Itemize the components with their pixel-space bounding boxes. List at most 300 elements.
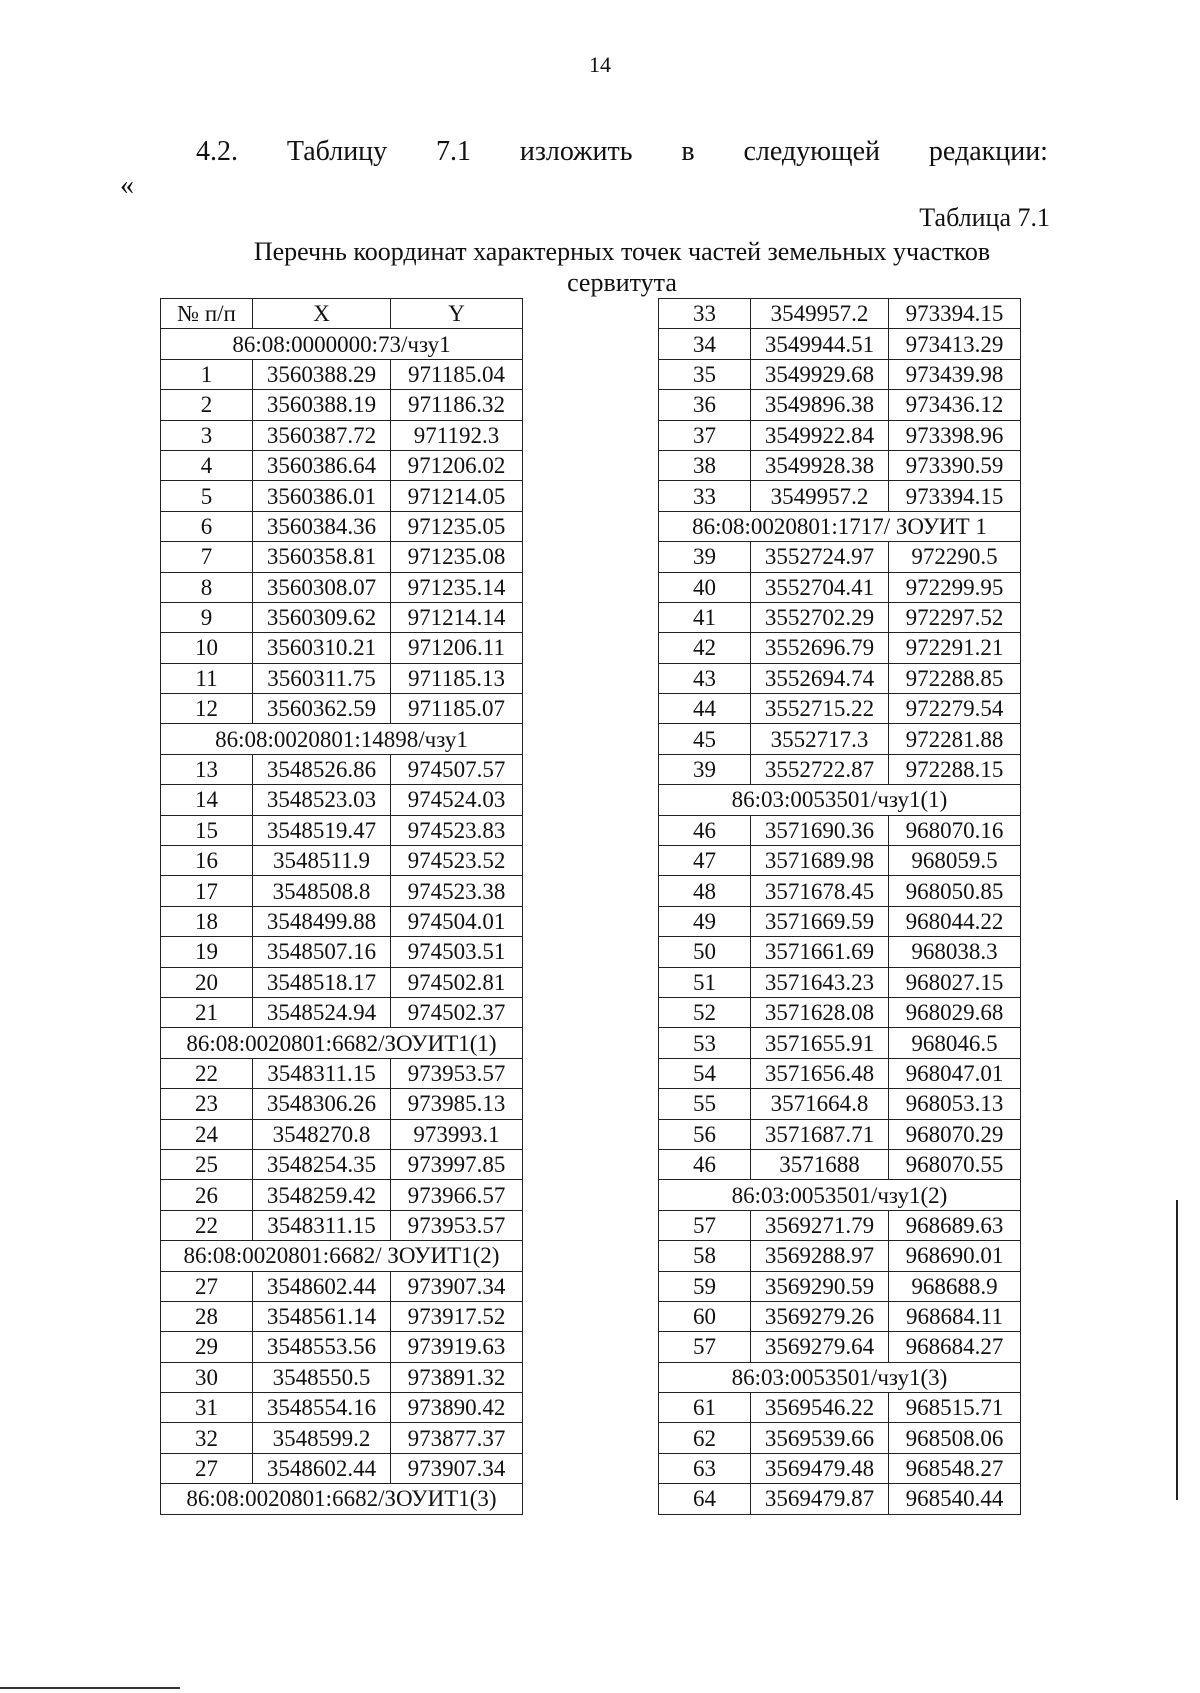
instruction-word: в — [681, 136, 695, 167]
y-coordinate-cell: 968684.11 — [889, 1301, 1021, 1331]
x-coordinate-cell: 3552704.41 — [751, 572, 889, 602]
y-coordinate-cell: 968070.55 — [889, 1149, 1021, 1179]
x-coordinate-cell: 3560311.75 — [253, 663, 391, 693]
y-coordinate-cell: 972288.85 — [889, 663, 1021, 693]
point-number-cell: 40 — [659, 572, 751, 602]
point-number-cell: 21 — [161, 997, 253, 1027]
instruction-word: Таблицу — [286, 136, 388, 167]
opening-quote: « — [120, 170, 134, 201]
table-row — [659, 542, 1021, 572]
x-coordinate-cell: 3569290.59 — [751, 1271, 889, 1301]
x-coordinate-cell: 3560388.29 — [253, 359, 391, 389]
x-coordinate-cell: 3548306.26 — [253, 1089, 391, 1119]
section-cadastral-number: 86:08:0020801:6682/ ЗОУИТ1(2) — [161, 1241, 523, 1271]
point-number-cell: 22 — [161, 1210, 253, 1240]
point-number-cell: 43 — [659, 663, 751, 693]
y-coordinate-cell: 973413.29 — [889, 329, 1021, 359]
table-row — [659, 1089, 1021, 1119]
x-coordinate-cell: 3549957.2 — [751, 481, 889, 511]
x-coordinate-cell: 3552715.22 — [751, 694, 889, 724]
point-number-cell: 27 — [161, 1271, 253, 1301]
x-coordinate-cell: 3548311.15 — [253, 1058, 391, 1088]
point-number-cell: 9 — [161, 602, 253, 632]
y-coordinate-cell: 974503.51 — [391, 937, 523, 967]
table-row — [161, 1453, 523, 1483]
instruction-word: следующей — [743, 136, 881, 167]
y-coordinate-cell: 968070.16 — [889, 815, 1021, 845]
instruction-word: 4.2. — [196, 136, 238, 167]
point-number-cell: 45 — [659, 724, 751, 754]
y-coordinate-cell: 968050.85 — [889, 876, 1021, 906]
point-number-cell: 56 — [659, 1119, 751, 1149]
section-row — [659, 511, 1021, 541]
point-number-cell: 27 — [161, 1453, 253, 1483]
point-number-cell: 42 — [659, 633, 751, 663]
x-coordinate-cell: 3549944.51 — [751, 329, 889, 359]
point-number-cell: 34 — [659, 329, 751, 359]
table-row — [161, 572, 523, 602]
point-number-cell: 64 — [659, 1484, 751, 1514]
y-coordinate-cell: 973953.57 — [391, 1058, 523, 1088]
point-number-cell: 22 — [161, 1058, 253, 1088]
x-coordinate-cell: 3552702.29 — [751, 602, 889, 632]
point-number-cell: 13 — [161, 754, 253, 784]
x-coordinate-cell: 3549896.38 — [751, 390, 889, 420]
point-number-cell: 48 — [659, 876, 751, 906]
y-coordinate-cell: 971206.02 — [391, 450, 523, 480]
x-coordinate-cell: 3560386.01 — [253, 481, 391, 511]
header-y: Y — [391, 299, 523, 329]
y-coordinate-cell: 968548.27 — [889, 1453, 1021, 1483]
point-number-cell: 11 — [161, 663, 253, 693]
table-row — [161, 390, 523, 420]
table-row — [161, 937, 523, 967]
point-number-cell: 3 — [161, 420, 253, 450]
point-number-cell: 20 — [161, 967, 253, 997]
y-coordinate-cell: 974524.03 — [391, 785, 523, 815]
x-coordinate-cell: 3548270.8 — [253, 1119, 391, 1149]
y-coordinate-cell: 971185.07 — [391, 694, 523, 724]
point-number-cell: 49 — [659, 906, 751, 936]
x-coordinate-cell: 3548499.88 — [253, 906, 391, 936]
table-row — [161, 815, 523, 845]
table-row — [659, 390, 1021, 420]
section-row — [659, 785, 1021, 815]
y-coordinate-cell: 974502.37 — [391, 997, 523, 1027]
table-row — [161, 754, 523, 784]
point-number-cell: 24 — [161, 1119, 253, 1149]
header-number: № п/п — [161, 299, 253, 329]
table-row — [161, 1119, 523, 1149]
table-row — [161, 1332, 523, 1362]
y-coordinate-cell: 968046.5 — [889, 1028, 1021, 1058]
point-number-cell: 32 — [161, 1423, 253, 1453]
point-number-cell: 31 — [161, 1393, 253, 1423]
y-coordinate-cell: 968515.71 — [889, 1393, 1021, 1423]
section-cadastral-number: 86:03:0053501/чзу1(3) — [659, 1362, 1021, 1392]
point-number-cell: 23 — [161, 1089, 253, 1119]
x-coordinate-cell: 3571628.08 — [751, 997, 889, 1027]
right-margin-mark — [1176, 1200, 1178, 1500]
x-coordinate-cell: 3569479.48 — [751, 1453, 889, 1483]
table-row — [659, 1028, 1021, 1058]
section-cadastral-number: 86:08:0020801:6682/ЗОУИТ1(1) — [161, 1028, 523, 1058]
y-coordinate-cell: 968053.13 — [889, 1089, 1021, 1119]
x-coordinate-cell: 3560310.21 — [253, 633, 391, 663]
y-coordinate-cell: 974507.57 — [391, 754, 523, 784]
x-coordinate-cell: 3569539.66 — [751, 1423, 889, 1453]
point-number-cell: 36 — [659, 390, 751, 420]
point-number-cell: 7 — [161, 542, 253, 572]
y-coordinate-cell: 968690.01 — [889, 1241, 1021, 1271]
x-coordinate-cell: 3560384.36 — [253, 511, 391, 541]
y-coordinate-cell: 972279.54 — [889, 694, 1021, 724]
table-row — [161, 1180, 523, 1210]
x-coordinate-cell: 3548553.56 — [253, 1332, 391, 1362]
point-number-cell: 61 — [659, 1393, 751, 1423]
x-coordinate-cell: 3571687.71 — [751, 1119, 889, 1149]
y-coordinate-cell: 973394.15 — [889, 299, 1021, 329]
x-coordinate-cell: 3569288.97 — [751, 1241, 889, 1271]
table-row — [659, 815, 1021, 845]
x-coordinate-cell: 3548519.47 — [253, 815, 391, 845]
y-coordinate-cell: 971214.14 — [391, 602, 523, 632]
table-row — [161, 663, 523, 693]
table-row — [161, 420, 523, 450]
table-row — [161, 785, 523, 815]
x-coordinate-cell: 3548599.2 — [253, 1423, 391, 1453]
x-coordinate-cell: 3571656.48 — [751, 1058, 889, 1088]
y-coordinate-cell: 974523.83 — [391, 815, 523, 845]
point-number-cell: 51 — [659, 967, 751, 997]
instruction-word: редакции: — [928, 136, 1048, 167]
y-coordinate-cell: 971185.04 — [391, 359, 523, 389]
table-row — [161, 1058, 523, 1088]
section-row — [161, 1241, 523, 1271]
x-coordinate-cell: 3571688 — [751, 1149, 889, 1179]
x-coordinate-cell: 3548507.16 — [253, 937, 391, 967]
point-number-cell: 57 — [659, 1210, 751, 1240]
table-row — [161, 602, 523, 632]
y-coordinate-cell: 973907.34 — [391, 1453, 523, 1483]
table-row — [659, 329, 1021, 359]
x-coordinate-cell: 3560388.19 — [253, 390, 391, 420]
section-row — [161, 1028, 523, 1058]
y-coordinate-cell: 968027.15 — [889, 967, 1021, 997]
x-coordinate-cell: 3569271.79 — [751, 1210, 889, 1240]
table-row — [659, 481, 1021, 511]
point-number-cell: 55 — [659, 1089, 751, 1119]
point-number-cell: 62 — [659, 1423, 751, 1453]
y-coordinate-cell: 971192.3 — [391, 420, 523, 450]
x-coordinate-cell: 3569279.26 — [751, 1301, 889, 1331]
table-row — [161, 906, 523, 936]
table-row — [659, 633, 1021, 663]
section-row — [161, 724, 523, 754]
x-coordinate-cell: 3548524.94 — [253, 997, 391, 1027]
point-number-cell: 19 — [161, 937, 253, 967]
table-row — [659, 967, 1021, 997]
y-coordinate-cell: 968508.06 — [889, 1423, 1021, 1453]
y-coordinate-cell: 973390.59 — [889, 450, 1021, 480]
table-row — [161, 876, 523, 906]
table-caption: Перечнь координат характерных точек частей земельных участков сервитута — [253, 237, 991, 297]
table-row — [659, 694, 1021, 724]
table-row — [659, 1149, 1021, 1179]
y-coordinate-cell: 974504.01 — [391, 906, 523, 936]
table-row — [659, 1058, 1021, 1088]
point-number-cell: 59 — [659, 1271, 751, 1301]
table-row — [659, 846, 1021, 876]
point-number-cell: 12 — [161, 694, 253, 724]
x-coordinate-cell: 3548602.44 — [253, 1453, 391, 1483]
y-coordinate-cell: 968689.63 — [889, 1210, 1021, 1240]
y-coordinate-cell: 972290.5 — [889, 542, 1021, 572]
coordinates-table-right — [658, 298, 1021, 1515]
table-row — [659, 1241, 1021, 1271]
table-row — [161, 1149, 523, 1179]
table-row — [161, 1393, 523, 1423]
table-row — [659, 1484, 1021, 1514]
x-coordinate-cell: 3548523.03 — [253, 785, 391, 815]
table-row — [659, 1301, 1021, 1331]
point-number-cell: 18 — [161, 906, 253, 936]
point-number-cell: 41 — [659, 602, 751, 632]
point-number-cell: 53 — [659, 1028, 751, 1058]
y-coordinate-cell: 974523.38 — [391, 876, 523, 906]
y-coordinate-cell: 971235.08 — [391, 542, 523, 572]
table-row — [659, 876, 1021, 906]
x-coordinate-cell: 3548550.5 — [253, 1362, 391, 1392]
x-coordinate-cell: 3548602.44 — [253, 1271, 391, 1301]
point-number-cell: 4 — [161, 450, 253, 480]
point-number-cell: 16 — [161, 846, 253, 876]
x-coordinate-cell: 3548561.14 — [253, 1301, 391, 1331]
x-coordinate-cell: 3552724.97 — [751, 542, 889, 572]
point-number-cell: 10 — [161, 633, 253, 663]
y-coordinate-cell: 973985.13 — [391, 1089, 523, 1119]
table-row — [659, 602, 1021, 632]
point-number-cell: 35 — [659, 359, 751, 389]
point-number-cell: 1 — [161, 359, 253, 389]
x-coordinate-cell: 3560387.72 — [253, 420, 391, 450]
section-row — [161, 329, 523, 359]
table-row — [659, 1119, 1021, 1149]
x-coordinate-cell: 3571661.69 — [751, 937, 889, 967]
y-coordinate-cell: 973919.63 — [391, 1332, 523, 1362]
section-cadastral-number: 86:08:0020801:1717/ ЗОУИТ 1 — [659, 511, 1021, 541]
table-row — [161, 359, 523, 389]
x-coordinate-cell: 3548259.42 — [253, 1180, 391, 1210]
table-row — [659, 937, 1021, 967]
y-coordinate-cell: 973439.98 — [889, 359, 1021, 389]
y-coordinate-cell: 973436.12 — [889, 390, 1021, 420]
point-number-cell: 28 — [161, 1301, 253, 1331]
x-coordinate-cell: 3571669.59 — [751, 906, 889, 936]
table-row — [161, 846, 523, 876]
table-row — [161, 481, 523, 511]
point-number-cell: 47 — [659, 846, 751, 876]
y-coordinate-cell: 968044.22 — [889, 906, 1021, 936]
section-cadastral-number: 86:03:0053501/чзу1(1) — [659, 785, 1021, 815]
y-coordinate-cell: 968059.5 — [889, 846, 1021, 876]
y-coordinate-cell: 971206.11 — [391, 633, 523, 663]
y-coordinate-cell: 973394.15 — [889, 481, 1021, 511]
x-coordinate-cell: 3552722.87 — [751, 754, 889, 784]
table-row — [659, 1271, 1021, 1301]
table-row — [659, 359, 1021, 389]
x-coordinate-cell: 3569479.87 — [751, 1484, 889, 1514]
table-row — [161, 450, 523, 480]
section-cadastral-number: 86:03:0053501/чзу1(2) — [659, 1180, 1021, 1210]
section-cadastral-number: 86:08:0020801:14898/чзу1 — [161, 724, 523, 754]
x-coordinate-cell: 3548518.17 — [253, 967, 391, 997]
y-coordinate-cell: 974523.52 — [391, 846, 523, 876]
point-number-cell: 25 — [161, 1149, 253, 1179]
y-coordinate-cell: 971186.32 — [391, 390, 523, 420]
point-number-cell: 52 — [659, 997, 751, 1027]
coordinates-table-left — [160, 298, 523, 1515]
y-coordinate-cell: 973890.42 — [391, 1393, 523, 1423]
table-row — [659, 906, 1021, 936]
table-row — [161, 1301, 523, 1331]
point-number-cell: 37 — [659, 420, 751, 450]
table-row — [659, 420, 1021, 450]
y-coordinate-cell: 973953.57 — [391, 1210, 523, 1240]
y-coordinate-cell: 972288.15 — [889, 754, 1021, 784]
x-coordinate-cell: 3548254.35 — [253, 1149, 391, 1179]
y-coordinate-cell: 971214.05 — [391, 481, 523, 511]
table-row — [161, 633, 523, 663]
x-coordinate-cell: 3549922.84 — [751, 420, 889, 450]
x-coordinate-cell: 3548311.15 — [253, 1210, 391, 1240]
point-number-cell: 8 — [161, 572, 253, 602]
y-coordinate-cell: 973993.1 — [391, 1119, 523, 1149]
table-row — [659, 1332, 1021, 1362]
x-coordinate-cell: 3549928.38 — [751, 450, 889, 480]
instruction-line — [196, 136, 1048, 168]
point-number-cell: 54 — [659, 1058, 751, 1088]
point-number-cell: 33 — [659, 299, 751, 329]
y-coordinate-cell: 968070.29 — [889, 1119, 1021, 1149]
table-row — [161, 967, 523, 997]
point-number-cell: 6 — [161, 511, 253, 541]
table-label: Таблица 7.1 — [919, 203, 1050, 232]
y-coordinate-cell: 973966.57 — [391, 1180, 523, 1210]
x-coordinate-cell: 3571664.8 — [751, 1089, 889, 1119]
point-number-cell: 17 — [161, 876, 253, 906]
section-cadastral-number: 86:08:0000000:73/чзу1 — [161, 329, 523, 359]
bottom-rule — [0, 1687, 180, 1689]
x-coordinate-cell: 3552694.74 — [751, 663, 889, 693]
y-coordinate-cell: 968047.01 — [889, 1058, 1021, 1088]
y-coordinate-cell: 971235.14 — [391, 572, 523, 602]
point-number-cell: 57 — [659, 1332, 751, 1362]
section-cadastral-number: 86:08:0020801:6682/ЗОУИТ1(3) — [161, 1484, 523, 1514]
table-row — [659, 1210, 1021, 1240]
table-row — [659, 724, 1021, 754]
table-row — [659, 1393, 1021, 1423]
y-coordinate-cell: 973891.32 — [391, 1362, 523, 1392]
x-coordinate-cell: 3560308.07 — [253, 572, 391, 602]
table-row — [161, 511, 523, 541]
point-number-cell: 58 — [659, 1241, 751, 1271]
x-coordinate-cell: 3571655.91 — [751, 1028, 889, 1058]
instruction-word: изложить — [519, 136, 633, 167]
x-coordinate-cell: 3549957.2 — [751, 299, 889, 329]
point-number-cell: 63 — [659, 1453, 751, 1483]
point-number-cell: 26 — [161, 1180, 253, 1210]
point-number-cell: 15 — [161, 815, 253, 845]
y-coordinate-cell: 972291.21 — [889, 633, 1021, 663]
table-row — [161, 694, 523, 724]
point-number-cell: 50 — [659, 937, 751, 967]
x-coordinate-cell: 3571690.36 — [751, 815, 889, 845]
point-number-cell: 46 — [659, 1149, 751, 1179]
page-number: 14 — [589, 52, 611, 77]
table-row — [659, 572, 1021, 602]
y-coordinate-cell: 972297.52 — [889, 602, 1021, 632]
point-number-cell: 46 — [659, 815, 751, 845]
y-coordinate-cell: 973997.85 — [391, 1149, 523, 1179]
instruction-word: 7.1 — [436, 136, 472, 167]
x-coordinate-cell: 3548526.86 — [253, 754, 391, 784]
table-row — [161, 1362, 523, 1392]
table-row — [659, 1453, 1021, 1483]
point-number-cell: 2 — [161, 390, 253, 420]
x-coordinate-cell: 3552717.3 — [751, 724, 889, 754]
point-number-cell: 44 — [659, 694, 751, 724]
y-coordinate-cell: 971185.13 — [391, 663, 523, 693]
x-coordinate-cell: 3571678.45 — [751, 876, 889, 906]
x-coordinate-cell: 3548511.9 — [253, 846, 391, 876]
x-coordinate-cell: 3548508.8 — [253, 876, 391, 906]
y-coordinate-cell: 968038.3 — [889, 937, 1021, 967]
point-number-cell: 14 — [161, 785, 253, 815]
point-number-cell: 33 — [659, 481, 751, 511]
section-row — [659, 1362, 1021, 1392]
y-coordinate-cell: 973877.37 — [391, 1423, 523, 1453]
point-number-cell: 38 — [659, 450, 751, 480]
x-coordinate-cell: 3560358.81 — [253, 542, 391, 572]
table-header-row — [161, 299, 523, 329]
x-coordinate-cell: 3569279.64 — [751, 1332, 889, 1362]
table-row — [161, 1210, 523, 1240]
x-coordinate-cell: 3571689.98 — [751, 846, 889, 876]
table-row — [659, 997, 1021, 1027]
y-coordinate-cell: 968684.27 — [889, 1332, 1021, 1362]
y-coordinate-cell: 973917.52 — [391, 1301, 523, 1331]
table-row — [659, 754, 1021, 784]
table-row — [659, 450, 1021, 480]
y-coordinate-cell: 968029.68 — [889, 997, 1021, 1027]
table-row — [161, 542, 523, 572]
x-coordinate-cell: 3569546.22 — [751, 1393, 889, 1423]
header-x: X — [253, 299, 391, 329]
x-coordinate-cell: 3560386.64 — [253, 450, 391, 480]
y-coordinate-cell: 973907.34 — [391, 1271, 523, 1301]
point-number-cell: 29 — [161, 1332, 253, 1362]
y-coordinate-cell: 973398.96 — [889, 420, 1021, 450]
point-number-cell: 39 — [659, 542, 751, 572]
x-coordinate-cell: 3571643.23 — [751, 967, 889, 997]
x-coordinate-cell: 3552696.79 — [751, 633, 889, 663]
table-row — [161, 1271, 523, 1301]
point-number-cell: 30 — [161, 1362, 253, 1392]
x-coordinate-cell: 3549929.68 — [751, 359, 889, 389]
point-number-cell: 60 — [659, 1301, 751, 1331]
point-number-cell: 39 — [659, 754, 751, 784]
